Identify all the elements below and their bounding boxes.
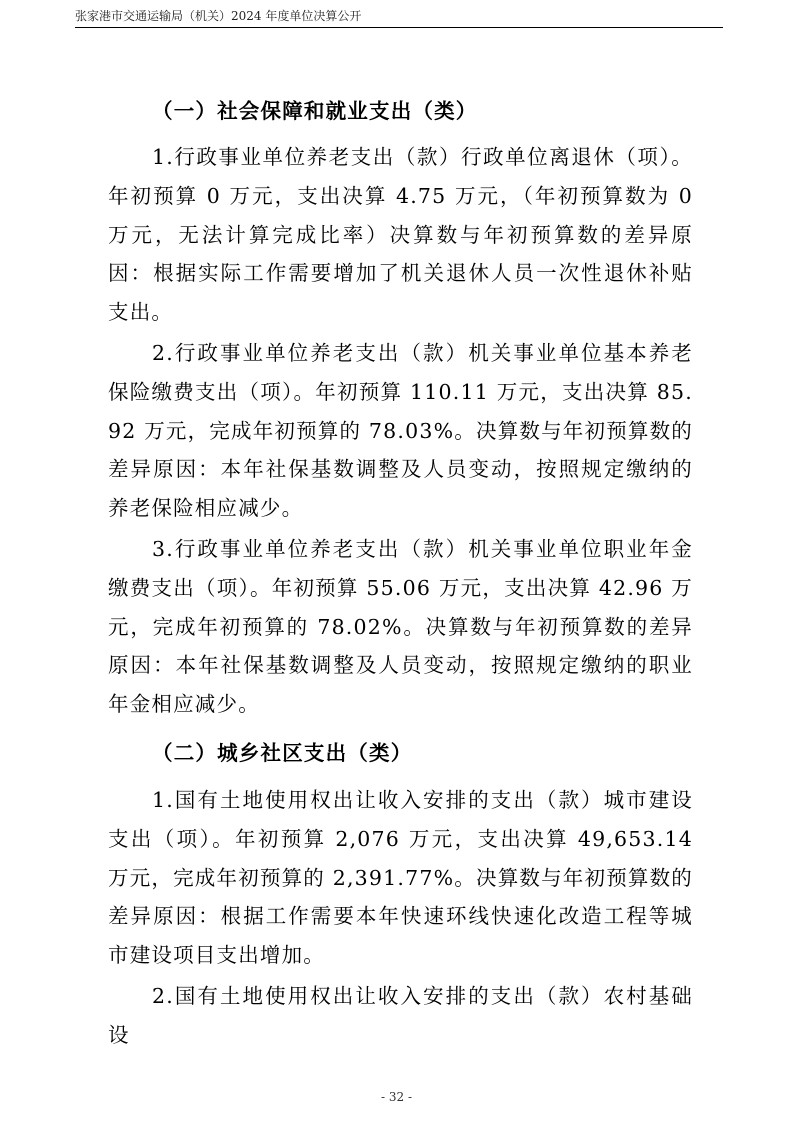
paragraph-item-5: 2.国有土地使用权出让收入安排的支出（款）农村基础设 (108, 983, 693, 1047)
paragraph-item-1: 1.行政事业单位养老支出（款）行政单位离退休（项）。年初预算 0 万元，支出决算 4.75 万元，（年初预算数为 0 万元，无法计算完成比率）决算数与年初预算数的差异原因：根据实际工作需要增加了机关退休人员一次性退休补贴支出。 (108, 145, 693, 325)
paragraph-item-4: 1.国有土地使用权出让收入安排的支出（款）城市建设支出（项）。年初预算 2,076 万元，支出决算 49,653.14 万元，完成年初预算的 2,391.77%。决算数与年初预算数的差异原因：根据工作需要本年快速环线快速化改造工程等城市建设项目支出增加。 (108, 787, 693, 968)
section-heading-social-security: （一）社会保障和就业支出（类） (152, 99, 478, 123)
document-body (108, 93, 693, 1055)
paragraph-item-2: 2.行政事业单位养老支出（款）机关事业单位基本养老保险缴费支出（项）。年初预算 110.11 万元，支出决算 85.92 万元，完成年初预算的 78.03%。决算数与年初预算数的差异原因：本年社保基数调整及人员变动，按照规定缴纳的养老保险相应减少。 (108, 340, 693, 521)
header-divider (75, 27, 723, 28)
paragraph-item-3: 3.行政事业单位养老支出（款）机关事业单位职业年金缴费支出（项）。年初预算 55.06 万元，支出决算 42.96 万元，完成年初预算的 78.02%。决算数与年初预算数的差异原因：本年社保基数调整及人员变动，按照规定缴纳的职业年金相应减少。 (108, 536, 693, 717)
document-header: 张家港市交通运输局（机关）2024 年度单位决算公开 (75, 9, 362, 23)
section-heading-urban-rural: （二）城乡社区支出（类） (152, 740, 413, 765)
page-number: - 32 - (380, 1090, 412, 1104)
